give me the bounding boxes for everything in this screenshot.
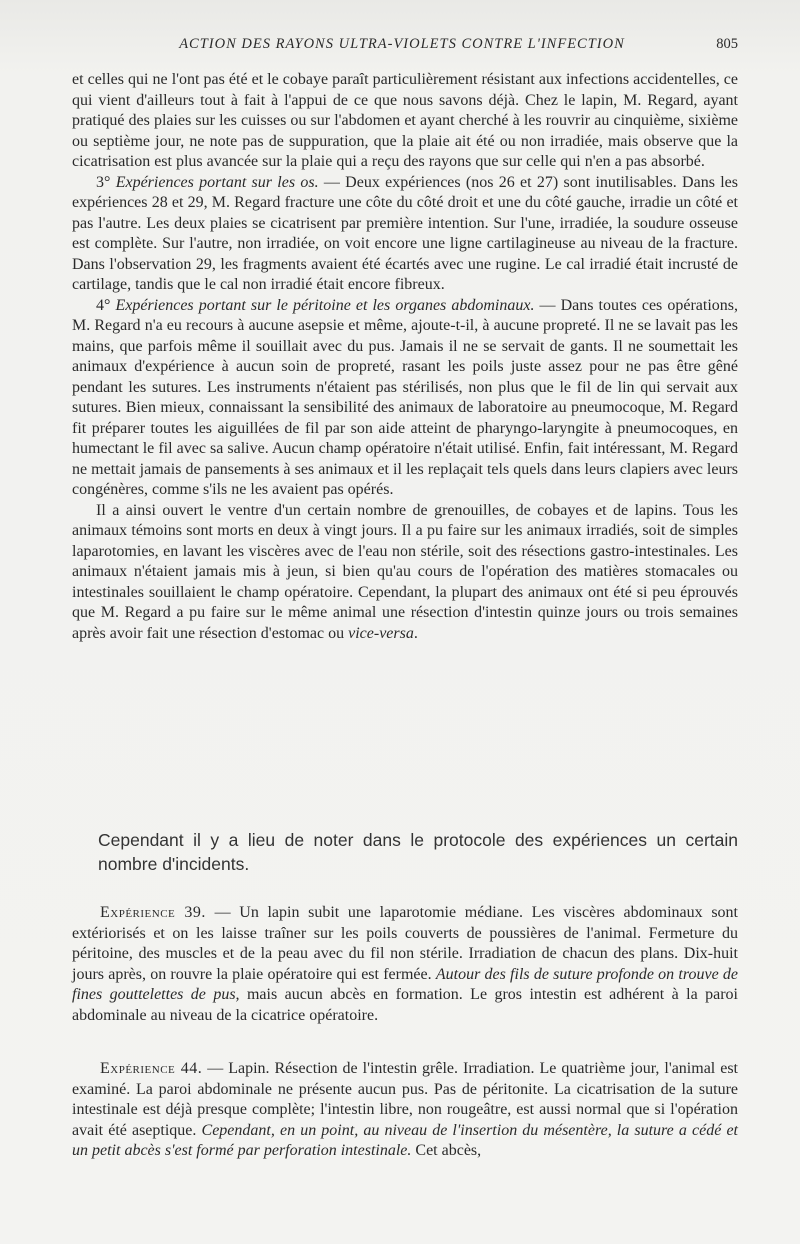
observation-text bbox=[72, 1059, 738, 1162]
section-number: 3° bbox=[96, 173, 116, 191]
section-text: — Dans toutes ces opérations, M. Regard n'a eu recours à aucune asepsie et même, ajoute-t-il, à aucune propreté. Il ne se lavait pas les mains, que parfois même il souillait avec du pus. Jamais il ne se servait de gants. Il ne soumettait les animaux d'expérience à aucun soin de propreté, rasant les poils juste assez pour ne pas être gêné pendant les sutures. Les instruments n'étaient pas stérilisés, non plus que le fil de lin qui servait aux sutures. Bien mieux, connaissant la sensibilité des animaux de laboratoire au pneumocoque, M. Regard fit préparer toutes les aiguillées de fil par son aide atteint de pharyngo-laryngite à pneumocoques, en humectant le fil avec sa salive. Aucun champ opératoire n'était utilisé. Enfin, fait intéressant, M. Regard ne mettait jamais de pansements à ses animaux et il les replaçait tels quels dans leurs clapiers avec leurs congénères, comme s'ils ne les avaient pas opérés. bbox=[72, 296, 738, 498]
paragraph-continuation: et celles qui ne l'ont pas été et le cobaye paraît particulièrement résistant aux infections accidentelles, ce qui vient d'ailleurs tout à fait à l'appui de ce que nous savons déjà. Chez le lapin, M. Regard, ayant pratiqué des plaies sur les cuisses ou sur l'abdomen et ayant cherché à les rouvrir au cinquième, sixième ou septième jour, ne note pas de suppuration, que la plaie ait été ou non irradiée, mais observe que la cicatrisation est plus avancée sur la plaie qui a reçu des rayons que sur celle qui n'en a pas absorbé. bbox=[72, 71, 738, 170]
section-text: — Deux expériences (nos 26 et 27) sont inutilisables. Dans les expériences 28 et 29, M. Regard fracture une côte du côté droit et une du côté gauche, irradie un côté et pas l'autre. Les deux plaies se cicatrisent par première intention. Sur l'une, irradiée, la soudure osseuse est complète. Sur l'autre, non irradiée, on voit encore une ligne cartilagineuse au niveau de la fracture. Dans l'observation 29, les fragments avaient été écartés avec une rugine. Le cal irradié était incrusté de cartilage, tandis que le cal non irradié était encore fibreux. bbox=[72, 173, 739, 293]
observation-label: Expérience 44. bbox=[100, 1060, 203, 1077]
results-text: Il a ainsi ouvert le ventre d'un certain nombre de grenouilles, de cobayes et de lapins. Tous les animaux témoins sont morts en deux à vingt jours. Il a pu faire sur les animaux irradiés, soit de simples laparotomies, en lavant les viscères avec de l'eau non stérile, soit des résections gastro-intestinales. Les animaux n'étaient jamais mis à jeun, si bien qu'au cours de l'opération des matières stomacales ou intestinales souillaient le champ opératoire. Cependant, la plupart des animaux ont été si peu éprouvés que M. Regard a pu faire sur le même animal une résection d'intestin quinze jours ou trois semaines après avoir fait une résection d'estomac ou bbox=[72, 501, 738, 642]
section-title: Expériences portant sur les os. bbox=[115, 173, 319, 191]
body-text bbox=[72, 70, 738, 644]
results-italic: vice-versa bbox=[348, 624, 414, 642]
observation-italic: Cependant, en un point, au niveau de l'insertion du mésentère, la suture a cédé et un petit abcès s'est formé par perforation intestinale. bbox=[72, 1121, 738, 1159]
section-number: 4° bbox=[96, 296, 116, 314]
observation-italic: Autour des fils de suture profonde on trouve de fines gouttelettes de pus, bbox=[72, 965, 739, 1003]
page-number: 805 bbox=[716, 36, 738, 52]
incidents-paragraph: Cependant il y a lieu de noter dans le protocole des expériences un certain nombre d'incidents. bbox=[98, 830, 738, 874]
observation-body-end: Cet abcès, bbox=[411, 1142, 482, 1159]
running-title: ACTION DES RAYONS ULTRA-VIOLETS CONTRE L'INFECTION bbox=[179, 36, 625, 52]
paragraph-results bbox=[72, 501, 738, 645]
observation-label: Expérience 39. bbox=[100, 904, 206, 921]
observation-body: — Un lapin subit une laparotomie médiane. Les viscères abdominaux sont extériorisés et on les laisse traîner sur les poils couverts de poussières de l'animal. Fermeture du péritoine, des muscles et de la peau avec du fil non stérile. Irradiation de chacun des plans. Dix-huit jours après, on rouvre la plaie opératoire qui est fermée. bbox=[72, 904, 738, 983]
paragraph-peritoneum bbox=[72, 296, 738, 501]
paragraph-bones bbox=[72, 173, 738, 296]
observation-44 bbox=[72, 1059, 738, 1162]
observation-text bbox=[72, 903, 738, 1026]
results-end: . bbox=[413, 624, 418, 642]
observation-body: — Lapin. Résection de l'intestin grêle. Irradiation. Le quatrième jour, l'animal est examiné. La paroi abdominale ne présente aucun pus. Pas de péritonite. La cicatrisation de la suture intestinale est déjà presque complète; l'intestin libre, non rougeâtre, est aussi normal que si l'opération avait été aseptique. bbox=[72, 1060, 738, 1139]
observation-body-end: mais aucun abcès en formation. Le gros intestin est adhérent à la paroi abdominale au niveau de la cicatrice opératoire. bbox=[72, 986, 738, 1024]
observation-39 bbox=[72, 903, 738, 1026]
section-title: Expériences portant sur le péritoine et les organes abdominaux. bbox=[115, 296, 535, 314]
page-header bbox=[66, 36, 738, 60]
